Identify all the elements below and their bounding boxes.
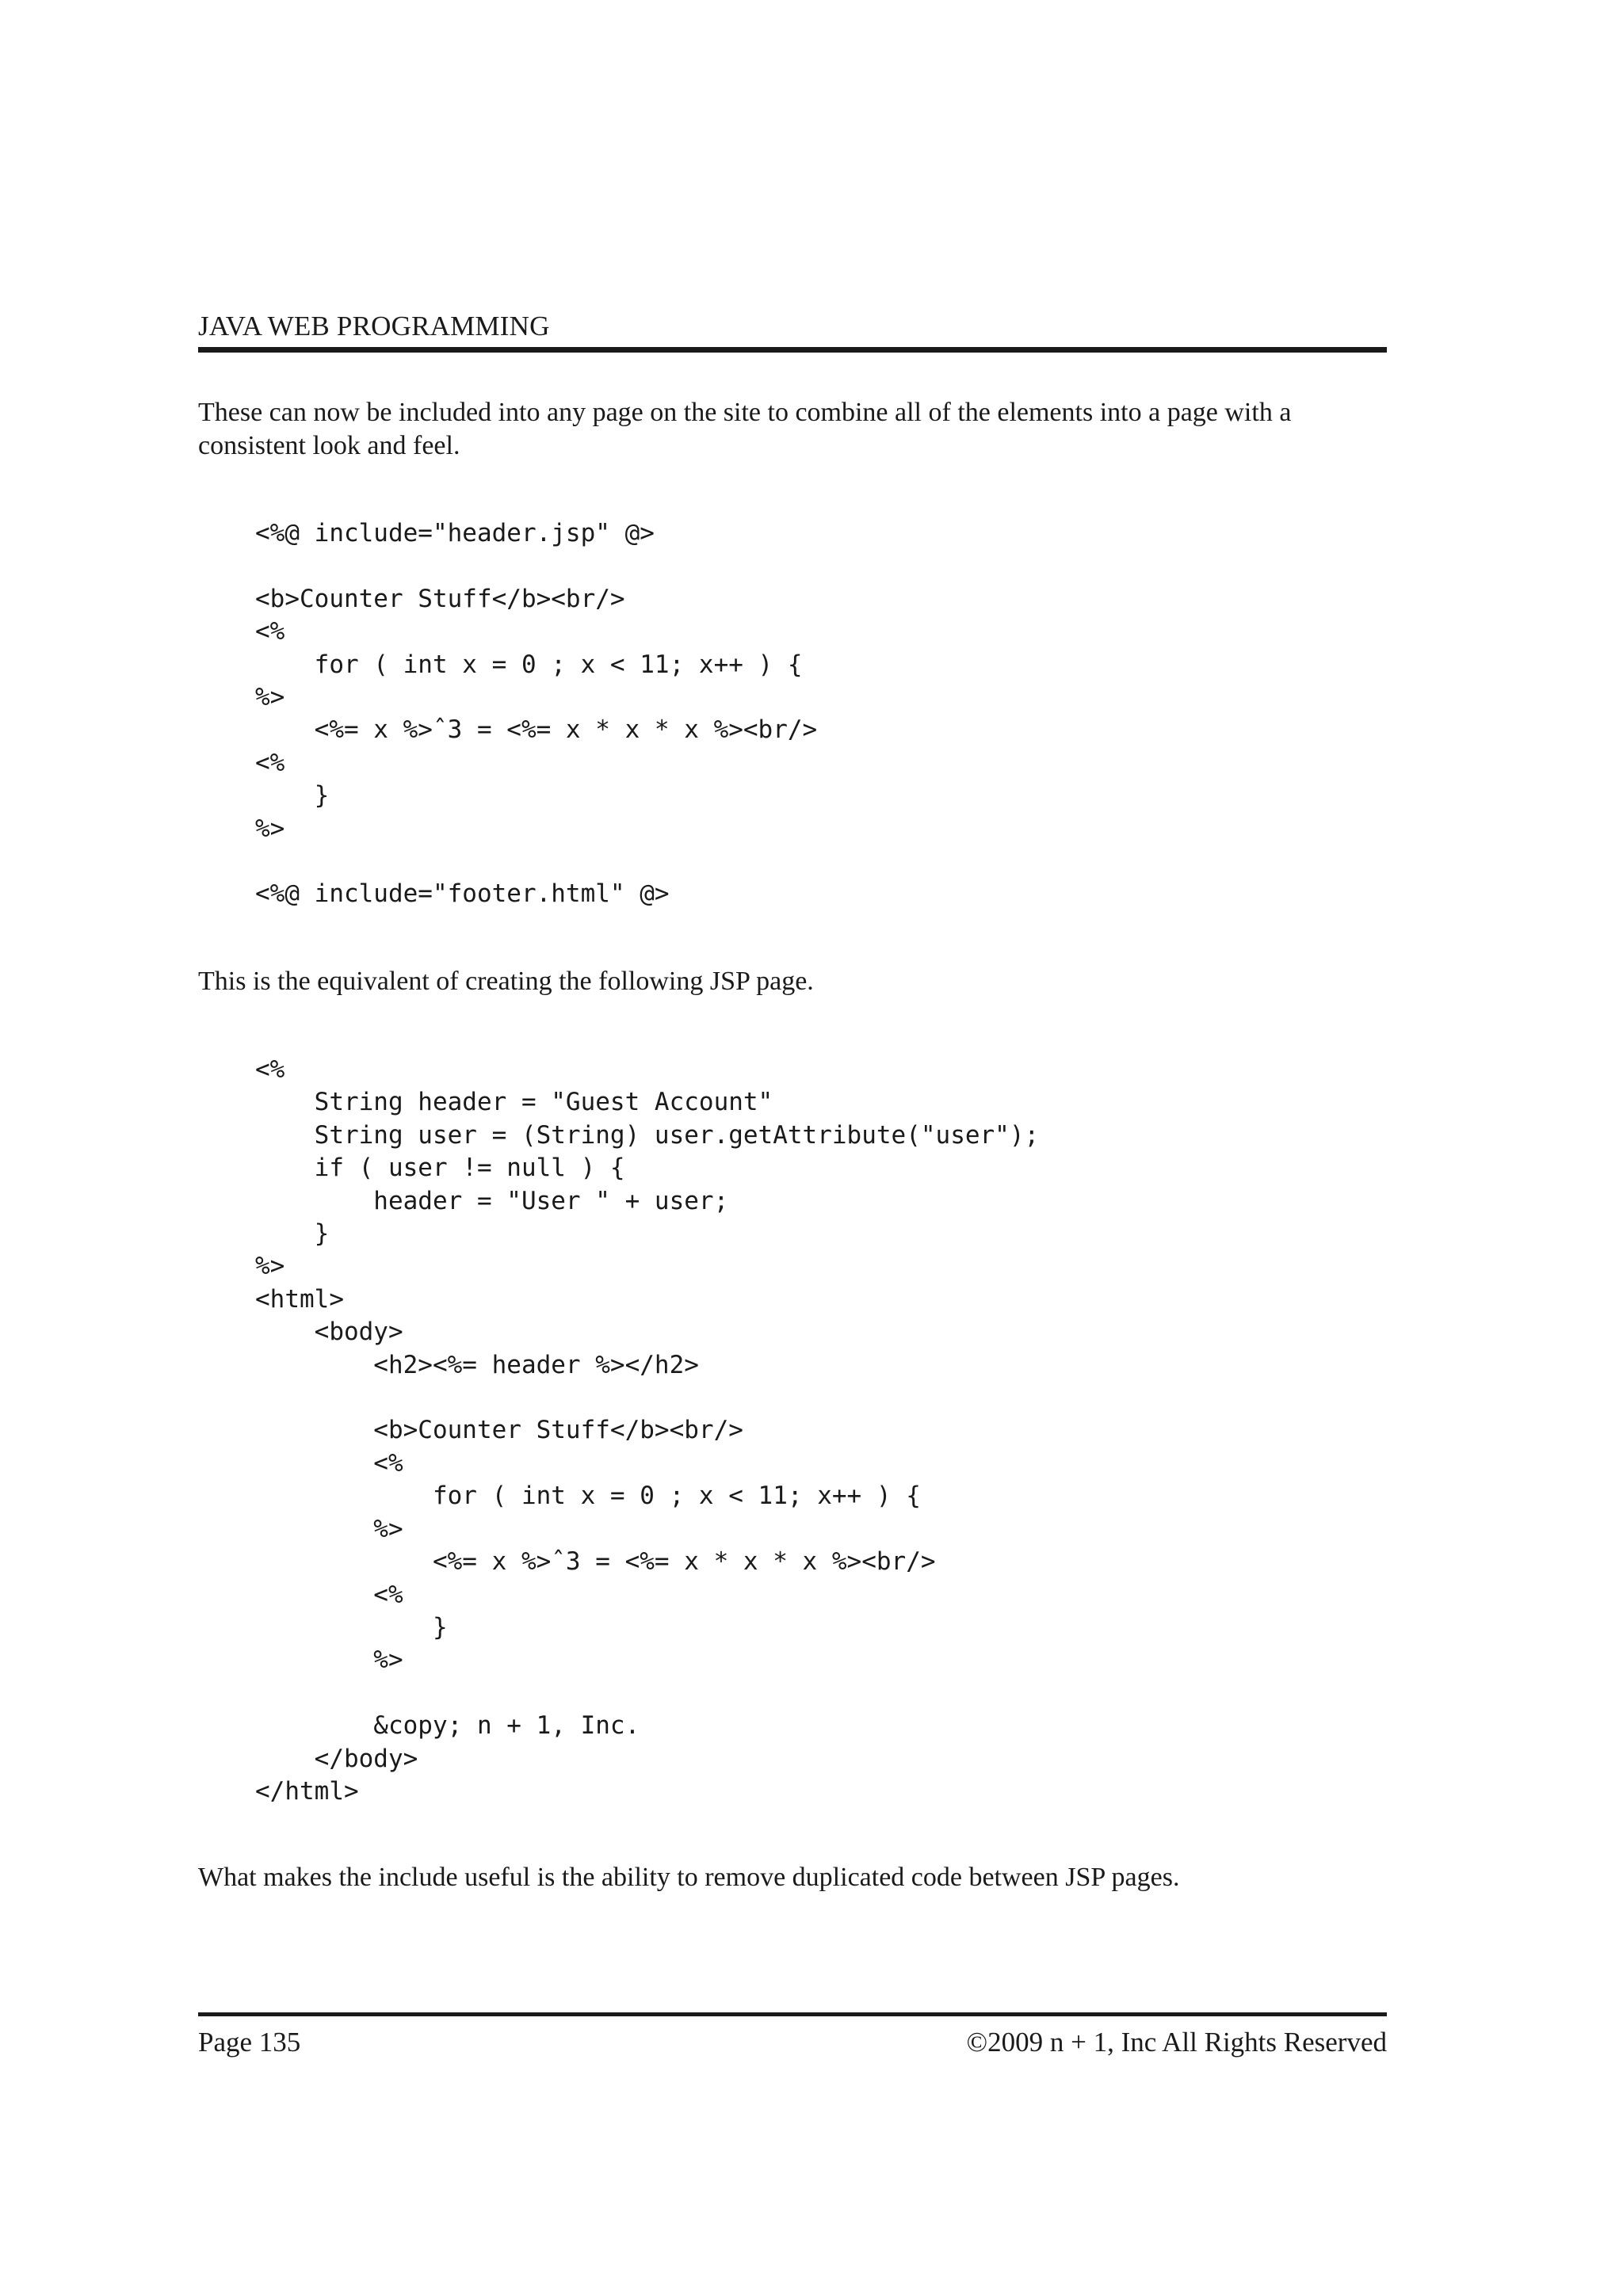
page-number: Page 135	[198, 2027, 301, 2058]
body-paragraph-intro: These can now be included into any page on the site to combine all of the elements into a page with a consistent look and feel.	[198, 398, 1292, 460]
header-rule	[198, 347, 1387, 353]
footer-rule	[198, 2012, 1387, 2016]
code-listing-include: <%@ include="header.jsp" @> <b>Counter Stuff</b><br/> <% for ( int x = 0 ; x < 11; x++ ) { %> <%= x %>ˆ3 = <%= x * x * x %><br/> <% } %> <%@ include="footer.html" @>	[255, 519, 818, 909]
copyright-notice: ©2009 n + 1, Inc All Rights Reserved	[966, 2027, 1387, 2058]
body-paragraph-conclusion: What makes the include useful is the ability to remove duplicated code between JSP pages.	[198, 1863, 1180, 1892]
running-header-title: JAVA WEB PROGRAMMING	[198, 311, 550, 341]
code-listing-jsp-page: <% String header = "Guest Account" String user = (String) user.getAttribute("user"); if ( user != null ) { header = "User " + user; } %> <html> <body> <h2><%= header %></h2> <b>Counter Stuff</b><br/> <% for ( int x = 0 ; x < 11; x++ ) { %> <%= x %>ˆ3 = <%= x * x * x %><br/> <% } %> &copy; n + 1, Inc. </body> </html>	[255, 1055, 1040, 1806]
body-paragraph-equivalent: This is the equivalent of creating the following JSP page.	[198, 967, 814, 996]
document-page	[198, 0, 1387, 2296]
